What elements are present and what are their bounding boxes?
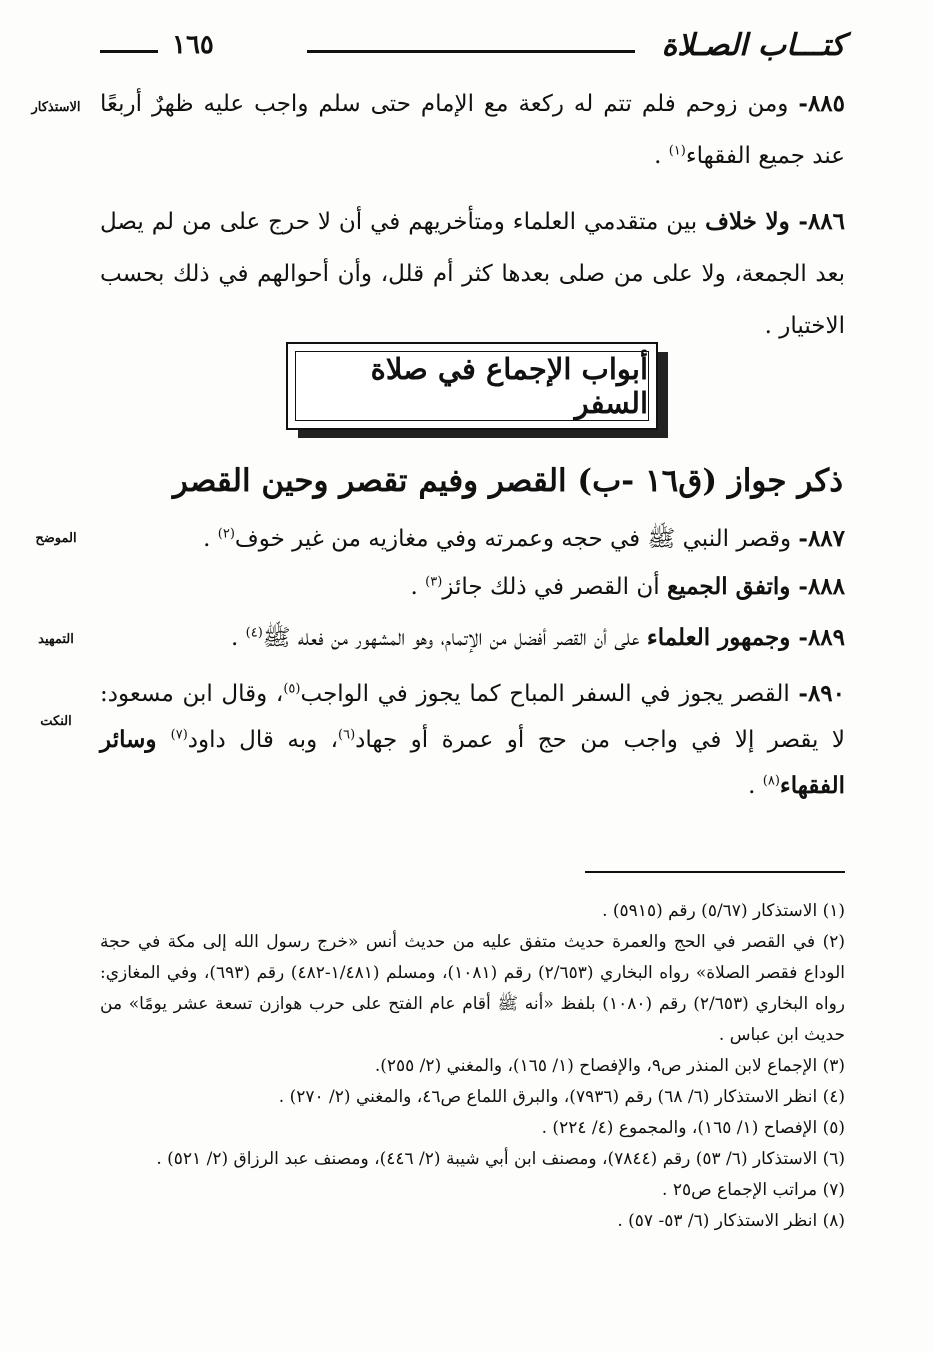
header-rule-short bbox=[100, 50, 158, 53]
footnote-number: (١) bbox=[822, 901, 845, 921]
footnote-number: (٣) bbox=[822, 1056, 845, 1076]
paragraph-text: ، وقال ابن مسعود: لا يقصر إلا في واجب من حج أو عمرة أو جهاد bbox=[100, 681, 845, 753]
paragraph-end: . bbox=[748, 773, 763, 799]
footnote-number: (٢) bbox=[822, 932, 845, 952]
footnote-separator bbox=[585, 871, 845, 873]
footnote-number: (٤) bbox=[822, 1087, 845, 1107]
section-title: أبواب الإجماع في صلاة السفر bbox=[295, 351, 649, 421]
paragraph-888 bbox=[100, 563, 845, 611]
footnote-8 bbox=[100, 1206, 845, 1237]
paragraph-885 bbox=[100, 78, 845, 182]
paragraph-emphasis: ولا خلاف bbox=[705, 208, 799, 235]
footnote-3 bbox=[100, 1051, 845, 1082]
paragraph-text: ومن زوحم فلم تتم له ركعة مع الإمام حتى سلم واجب عليه ظهرٌ أربعًا عند جميع الفقهاء bbox=[100, 91, 845, 169]
footnote-text: الإفصاح (١/ ١٦٥)، والمجموع (٤/ ٢٢٤) . bbox=[541, 1118, 823, 1138]
main-text-block bbox=[100, 515, 845, 809]
side-note-mudih: الموضح bbox=[35, 531, 77, 546]
footnote-number: (٧) bbox=[822, 1180, 845, 1200]
paragraph-889 bbox=[100, 615, 845, 661]
paragraph-number: ٨٨٧- bbox=[798, 525, 845, 552]
footnote-text: في القصر في الحج والعمرة حديث متفق عليه من حديث أنس «خرج رسول الله إلى مكة في حجة الوداع فقصر الصلاة» رواه البخاري (٢/٦٥٣) رقم (١٠٨١)، ومسلم (١/٤٨١-٤٨٢) رقم (٦٩٣)، وفي المغازي: رواه البخاري (٢/٦٥٣) رقم (١٠٨٠) بلفظ «أنه ﷺ أقام عام الفتح على حرب هوازن تسعة عشر يومًا» من حديث ابن عباس . bbox=[100, 932, 845, 1045]
footnote-text: انظر الاستذكار (٦/ ٥٣- ٥٧) . bbox=[617, 1211, 823, 1231]
footnote-5 bbox=[100, 1113, 845, 1144]
footnote-ref: (٥) bbox=[283, 681, 301, 697]
paragraph-end: . bbox=[410, 574, 426, 600]
footnote-ref: (٢) bbox=[217, 526, 235, 542]
footnote-text: الاستذكار (٥/٦٧) رقم (٥٩١٥) . bbox=[602, 901, 823, 921]
footnote-text: الإجماع لابن المنذر ص٩، والإفصاح (١/ ١٦٥)، والمغني (٢/ ٢٥٥). bbox=[374, 1056, 823, 1076]
box-frame bbox=[286, 342, 658, 430]
header-rule bbox=[307, 50, 635, 53]
paragraph-886 bbox=[100, 196, 845, 352]
footnote-ref: (١) bbox=[668, 143, 686, 159]
paragraph-text: أن القصر في ذلك جائز bbox=[442, 574, 667, 600]
paragraph-text: وقصر النبي ﷺ في حجه وعمرته وفي مغازيه من غير خوف bbox=[234, 526, 799, 552]
side-note-tamhid: التمهيد bbox=[38, 632, 74, 647]
page-number: ١٦٥ bbox=[172, 30, 214, 60]
book-title: كتـــاب الصـلاة bbox=[661, 28, 845, 63]
footnote-text: الاستذكار (٦/ ٥٣) رقم (٧٨٤٤)، ومصنف ابن أبي شيبة (٢/ ٤٤٦)، ومصنف عبد الرزاق (٢/ ٥٢١) . bbox=[156, 1149, 823, 1169]
footnotes bbox=[100, 896, 845, 1237]
paragraph-number: ٨٨٦- bbox=[798, 208, 845, 235]
top-text-block bbox=[100, 78, 845, 352]
footnote-4 bbox=[100, 1082, 845, 1113]
footnote-1 bbox=[100, 896, 845, 927]
paragraph-emphasis: واتفق الجميع bbox=[666, 573, 799, 600]
footnote-ref: (٦) bbox=[338, 727, 356, 743]
footnote-number: (٨) bbox=[822, 1211, 845, 1231]
footnote-ref: (٧) bbox=[170, 727, 188, 743]
footnote-number: (٥) bbox=[822, 1118, 845, 1138]
paragraph-number: ٨٨٩- bbox=[798, 624, 845, 651]
paragraph-887 bbox=[100, 515, 845, 563]
section-title-box bbox=[286, 342, 658, 428]
subheading: ذكر جواز (ق١٦ -ب) القصر وفيم تقصر وحين القصر bbox=[172, 463, 843, 499]
paragraph-end: . bbox=[231, 625, 246, 651]
paragraph-number: ٨٨٨- bbox=[798, 573, 845, 600]
running-header bbox=[100, 28, 845, 68]
paragraph-text: ، وبه قال داود bbox=[187, 727, 339, 753]
paragraph-text: على أن القصر أفضل من الإتمام، وهو المشهور من فعله ﷺ bbox=[262, 625, 647, 651]
footnote-ref: (٣) bbox=[425, 574, 443, 590]
footnote-7 bbox=[100, 1175, 845, 1206]
paragraph-emphasis: وجمهور العلماء bbox=[646, 624, 799, 651]
footnote-ref: (٤) bbox=[245, 625, 263, 641]
footnote-2 bbox=[100, 927, 845, 1051]
paragraph-890 bbox=[100, 671, 845, 809]
paragraph-end: . bbox=[654, 143, 669, 169]
paragraph-end: . bbox=[203, 526, 218, 552]
side-note-istidhkar: الاستذكار bbox=[31, 100, 81, 115]
side-note-nukat: النكت bbox=[40, 714, 72, 729]
paragraph-number: ٨٨٥- bbox=[798, 90, 845, 117]
footnote-number: (٦) bbox=[822, 1149, 845, 1169]
footnote-6 bbox=[100, 1144, 845, 1175]
footnote-text: انظر الاستذكار (٦/ ٦٨) رقم (٧٩٣٦)، والبرق اللماع ص٤٦، والمغني (٢/ ٢٧٠) . bbox=[278, 1087, 823, 1107]
footnote-ref: (٨) bbox=[762, 773, 780, 789]
paragraph-emphasis: وسائر الفقهاء bbox=[100, 726, 845, 799]
footnote-text: مراتب الإجماع ص٢٥ . bbox=[662, 1180, 823, 1200]
paragraph-text: بين متقدمي العلماء ومتأخريهم في أن لا حرج على من لم يصل بعد الجمعة، ولا على من صلى بعدها كثر أم قلل، وأن أحوالهم في ذلك بحسب الاختيار . bbox=[100, 209, 845, 339]
paragraph-number: ٨٩٠- bbox=[798, 680, 845, 707]
paragraph-text: القصر يجوز في السفر المباح كما يجوز في الواجب bbox=[300, 681, 799, 707]
